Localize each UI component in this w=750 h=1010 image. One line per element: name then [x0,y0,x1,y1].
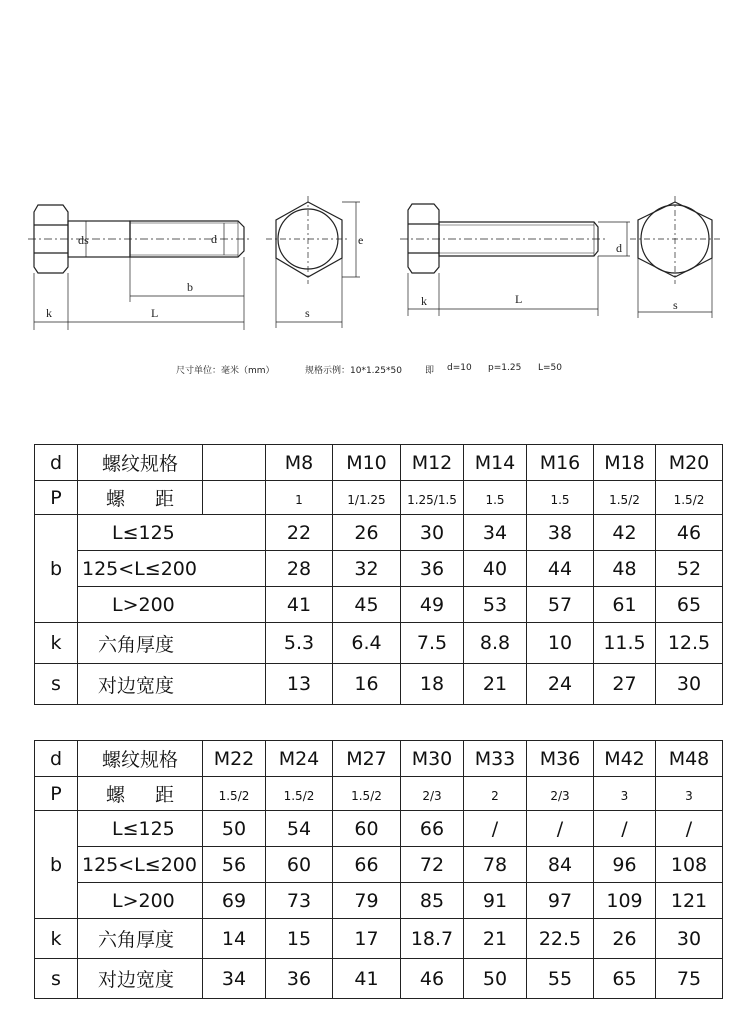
k-cell: 6.4 [333,623,401,664]
pitch-cell: 1.5/2 [333,777,401,811]
empty-cell [203,445,266,481]
pitch-cell: 1/1.25 [333,481,401,515]
k-symbol: k [35,623,78,664]
example-d: d=10 [447,363,472,373]
left-hex-drawing [266,196,360,328]
row-k [35,623,723,664]
k-cell: 22.5 [527,919,594,959]
b-cell: 49 [401,587,464,623]
b-le125-label: L≤125 [78,515,266,551]
pitch-cell: 1.5/2 [656,481,723,515]
pitch-cell: 3 [594,777,656,811]
size-cell: M27 [333,741,401,777]
row-b2 [35,551,723,587]
row-s [35,664,723,705]
b-cell: 28 [266,551,333,587]
s-cell: 34 [203,959,266,999]
b-cell: 57 [527,587,594,623]
b-cell: 32 [333,551,401,587]
s-cell: 41 [333,959,401,999]
d-symbol: d [35,445,78,481]
pitch-label-a: 螺 [106,784,126,806]
b-cell: 69 [203,883,266,919]
s-symbol: s [35,664,78,705]
s-symbol: s [35,959,78,999]
b-cell: 44 [527,551,594,587]
s-cell: 50 [464,959,527,999]
b-cell: 79 [333,883,401,919]
head-thickness-label: 六角厚度 [78,919,203,959]
thread-size-label: 螺纹规格 [78,445,203,481]
row-size [35,741,723,777]
k-cell: 5.3 [266,623,333,664]
b-cell: 50 [203,811,266,847]
b-cell: / [527,811,594,847]
s-cell: 36 [266,959,333,999]
b-cell: / [464,811,527,847]
size-cell: M36 [527,741,594,777]
b-cell: 97 [527,883,594,919]
left-d-label: d [211,232,217,246]
b-cell: 96 [594,847,656,883]
b-cell: 30 [401,515,464,551]
row-pitch [35,777,723,811]
s-cell: 24 [527,664,594,705]
pitch-label-b: 距 [154,784,174,806]
pitch-cell: 2/3 [401,777,464,811]
thread-size-label: 螺纹规格 [78,741,203,777]
size-cell: M24 [266,741,333,777]
right-k-label: k [421,294,427,308]
pitch-cell: 1.25/1.5 [401,481,464,515]
pitch-cell: 3 [656,777,723,811]
b-cell: 78 [464,847,527,883]
left-k-label: k [46,306,52,320]
empty-cell [203,481,266,515]
right-s-label: s [673,298,678,312]
b-cell: 46 [656,515,723,551]
b-cell: 40 [464,551,527,587]
b-cell: 84 [527,847,594,883]
size-cell: M30 [401,741,464,777]
k-cell: 26 [594,919,656,959]
pitch-cell: 1.5 [527,481,594,515]
s-cell: 30 [656,664,723,705]
b-cell: 56 [203,847,266,883]
across-flats-label: 对边宽度 [78,959,203,999]
pitch-cell: 1.5/2 [266,777,333,811]
s-cell: 75 [656,959,723,999]
k-symbol: k [35,919,78,959]
b-cell: 36 [401,551,464,587]
s-cell: 18 [401,664,464,705]
b-symbol: b [35,811,78,919]
left-bolt-drawing [28,205,252,330]
b-cell: 72 [401,847,464,883]
size-cell: M22 [203,741,266,777]
pitch-cell: 2/3 [527,777,594,811]
b-symbol: b [35,515,78,623]
s-cell: 65 [594,959,656,999]
b-cell: 38 [527,515,594,551]
b-cell: 91 [464,883,527,919]
s-cell: 27 [594,664,656,705]
size-cell: M20 [656,445,723,481]
b-cell: 73 [266,883,333,919]
k-cell: 10 [527,623,594,664]
left-b-label: b [187,280,193,294]
pitch-label [78,481,203,515]
b-cell: 42 [594,515,656,551]
row-b1 [35,515,723,551]
s-cell: 55 [527,959,594,999]
pitch-cell: 1.5/2 [203,777,266,811]
b-cell: 41 [266,587,333,623]
spec-table-2 [34,740,723,999]
b-cell: 52 [656,551,723,587]
b-le125-label: L≤125 [78,811,203,847]
b-cell: 22 [266,515,333,551]
pitch-cell: 1 [266,481,333,515]
s-cell: 16 [333,664,401,705]
s-cell: 46 [401,959,464,999]
left-ds-label: ds [78,233,89,247]
b-cell: 54 [266,811,333,847]
left-e-label: e [358,233,364,247]
row-b1 [35,811,723,847]
b-gt200-label: L>200 [78,587,266,623]
d-symbol: d [35,741,78,777]
across-flats-label: 对边宽度 [78,664,266,705]
size-cell: M14 [464,445,527,481]
row-size [35,445,723,481]
b-cell: 53 [464,587,527,623]
k-cell: 15 [266,919,333,959]
k-cell: 18.7 [401,919,464,959]
k-cell: 11.5 [594,623,656,664]
s-cell: 13 [266,664,333,705]
row-s [35,959,723,999]
left-L-label: L [151,306,159,320]
spec-table-1 [34,444,723,705]
b-cell: / [594,811,656,847]
b-125-200-label: 125<L≤200 [78,847,203,883]
b-cell: 108 [656,847,723,883]
b-cell: 109 [594,883,656,919]
ji-text: 即 [425,366,435,376]
b-cell: 26 [333,515,401,551]
pitch-cell: 2 [464,777,527,811]
row-b2 [35,847,723,883]
right-d-label: d [616,241,622,255]
b-cell: 34 [464,515,527,551]
k-cell: 14 [203,919,266,959]
pitch-label [78,777,203,811]
left-s-label: s [305,306,310,320]
bolt-drawings [0,0,750,340]
pitch-label-b: 距 [154,488,174,510]
row-pitch [35,481,723,515]
size-cell: M8 [266,445,333,481]
row-k [35,919,723,959]
p-symbol: P [35,777,78,811]
size-cell: M18 [594,445,656,481]
b-cell: 60 [333,811,401,847]
b-cell: 66 [333,847,401,883]
pitch-label-a: 螺 [106,488,126,510]
right-L-label: L [515,292,523,306]
size-cell: M48 [656,741,723,777]
size-cell: M12 [401,445,464,481]
b-gt200-label: L>200 [78,883,203,919]
pitch-cell: 1.5 [464,481,527,515]
size-cell: M16 [527,445,594,481]
b-cell: 85 [401,883,464,919]
size-cell: M10 [333,445,401,481]
b-cell: / [656,811,723,847]
size-cell: M33 [464,741,527,777]
size-cell: M42 [594,741,656,777]
b-cell: 121 [656,883,723,919]
pitch-cell: 1.5/2 [594,481,656,515]
b-cell: 60 [266,847,333,883]
row-b3 [35,883,723,919]
unit-note: 尺寸单位：毫米（mm） [176,366,275,376]
b-cell: 66 [401,811,464,847]
s-cell: 21 [464,664,527,705]
example-p: p=1.25 [488,363,522,373]
b-cell: 45 [333,587,401,623]
b-cell: 48 [594,551,656,587]
k-cell: 21 [464,919,527,959]
b-cell: 65 [656,587,723,623]
k-cell: 7.5 [401,623,464,664]
k-cell: 17 [333,919,401,959]
p-symbol: P [35,481,78,515]
head-thickness-label: 六角厚度 [78,623,266,664]
k-cell: 8.8 [464,623,527,664]
row-b3 [35,587,723,623]
b-125-200-label: 125<L≤200 [78,551,266,587]
spec-example: 规格示例：10*1.25*50 [305,366,402,376]
b-cell: 61 [594,587,656,623]
k-cell: 12.5 [656,623,723,664]
example-L: L=50 [538,363,563,373]
k-cell: 30 [656,919,723,959]
